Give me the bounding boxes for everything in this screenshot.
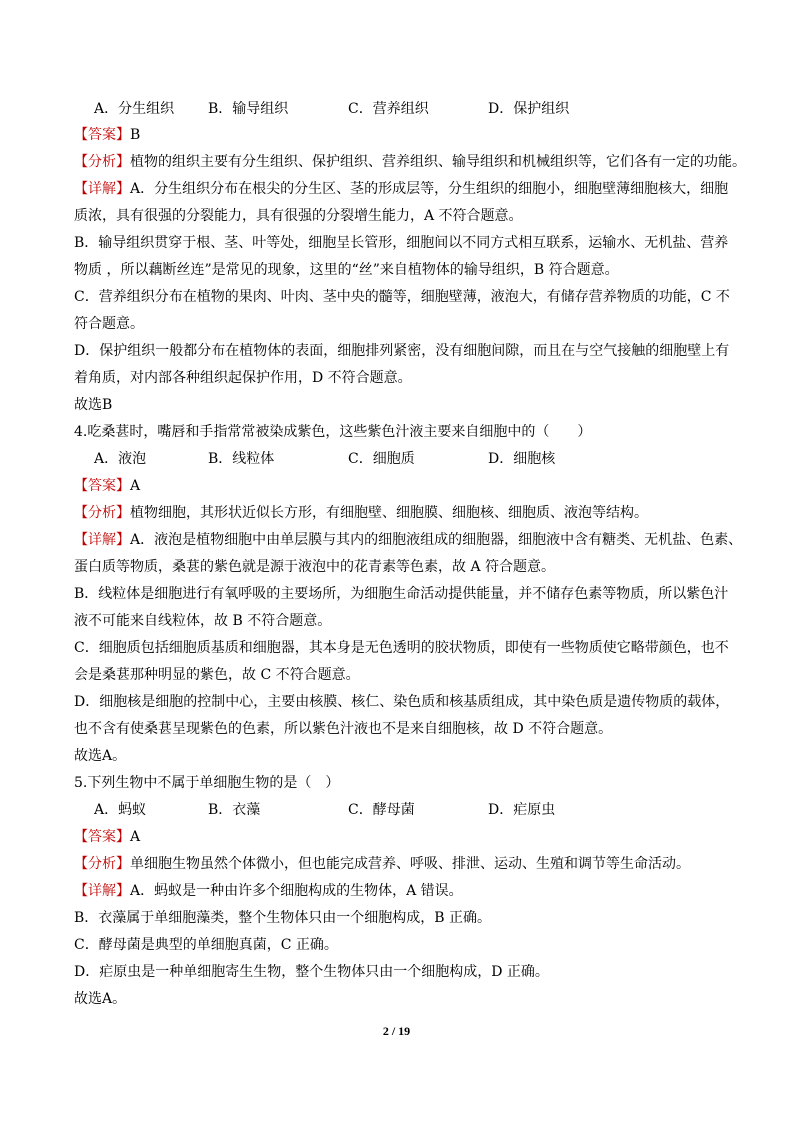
q4-detail-line xyxy=(74,530,743,550)
q4-option-a: A．液泡 xyxy=(94,451,147,467)
q4-option-c: C．细胞质 xyxy=(348,451,415,467)
analysis-tag: 【分析】 xyxy=(74,856,130,872)
q5-detail-line: D．疟原虫是一种单细胞寄生生物，整个生物体只由一个细胞构成，D 正确。 xyxy=(74,964,549,980)
q5-stem: 5.下列生物中不属于单细胞生物的是（ ） xyxy=(74,775,340,791)
q3-detail-line xyxy=(74,179,734,199)
q3-option-d: D．保护组织 xyxy=(488,101,570,117)
q4-stem: 4.吃桑葚时，嘴唇和手指常常被染成紫色，这些紫色汁液主要来自细胞中的（ ） xyxy=(74,424,592,440)
q4-option-b: B．线粒体 xyxy=(208,451,275,467)
q5-detail-line: C．酵母菌是典型的单细胞真菌，C 正确。 xyxy=(74,937,338,953)
q3-conclusion: 故选B xyxy=(74,397,113,413)
q4-detail-line: 会是桑葚那种明显的紫色，故 C 不符合题意。 xyxy=(74,667,360,683)
answer-value: A xyxy=(130,829,141,845)
answer-tag: 【答案】 xyxy=(74,478,130,494)
q5-conclusion: 故选A。 xyxy=(74,991,127,1007)
detail-tag: 【详解】 xyxy=(74,181,130,197)
q5-detail-line xyxy=(74,881,734,901)
q4-answer xyxy=(74,476,734,496)
answer-value: B xyxy=(130,127,141,143)
q5-detail-line: B．衣藻属于单细胞藻类，整个生物体只由一个细胞构成，B 正确。 xyxy=(74,910,492,926)
analysis-text: 单细胞生物虽然个体微小，但也能完成营养、呼吸、排泄、运动、生殖和调节等生命活动。 xyxy=(130,856,690,872)
q4-conclusion: 故选A。 xyxy=(74,748,127,764)
q4-detail-line: 液不可能来自线粒体，故 B 不符合题意。 xyxy=(74,613,332,629)
analysis-tag: 【分析】 xyxy=(74,505,130,521)
answer-tag: 【答案】 xyxy=(74,829,130,845)
analysis-text: 植物的组织主要有分生组织、保护组织、营养组织、输导组织和机械组织等，它们各有一定的功能。 xyxy=(130,154,746,170)
q5-option-d: D．疟原虫 xyxy=(488,802,556,818)
answer-tag: 【答案】 xyxy=(74,127,130,143)
detail-text: A．液泡是植物细胞中由单层膜与其内的细胞液组成的细胞器，细胞液中含有糖类、无机盐、色素、 xyxy=(130,532,743,548)
q4-detail-line: 蛋白质等物质，桑葚的紫色就是源于液泡中的花青素等色素，故 A 符合题意。 xyxy=(74,559,556,575)
q3-detail-line: 质浓，具有很强的分裂能力，具有很强的分裂增生能力，A 不符合题意。 xyxy=(74,208,523,224)
analysis-tag: 【分析】 xyxy=(74,154,130,170)
q3-answer xyxy=(74,125,734,145)
q3-detail-line: B．输导组织贯穿于根、茎、叶等处，细胞呈长管形，细胞间以不同方式相互联系，运输水、无机盐、营养 xyxy=(74,235,729,251)
q3-detail-line: 符合题意。 xyxy=(74,316,144,332)
q5-option-b: B．衣藻 xyxy=(208,802,261,818)
q3-option-a: A．分生组织 xyxy=(94,101,175,117)
q5-analysis xyxy=(74,854,734,874)
q3-detail-line: 物质 ，所以藕断丝连”是常见的现象，这里的“丝”来自植物体的输导组织，B 符合题意。 xyxy=(74,262,619,278)
detail-text: A．分生组织分布在根尖的分生区、茎的形成层等，分生组织的细胞小，细胞壁薄细胞核大，细胞 xyxy=(130,181,729,197)
detail-tag: 【详解】 xyxy=(74,883,130,899)
answer-value: A xyxy=(130,478,141,494)
q3-option-b: B．输导组织 xyxy=(208,101,289,117)
q3-detail-line: C．营养组织分布在植物的果肉、叶肉、茎中央的髓等，细胞壁薄，液泡大，有储存营养物质的功能，C 不 xyxy=(74,289,730,305)
q3-analysis xyxy=(74,152,746,172)
detail-text: A．蚂蚁是一种由许多个细胞构成的生物体，A 错误。 xyxy=(130,883,463,899)
q4-option-d: D．细胞核 xyxy=(488,451,556,467)
analysis-text: 植物细胞，其形状近似长方形，有细胞壁、细胞膜、细胞核、细胞质、液泡等结构。 xyxy=(130,505,648,521)
q5-answer xyxy=(74,827,734,847)
q4-detail-line: 也不含有使桑葚呈现紫色的色素，所以紫色汁液也不是来自细胞核，故 D 不符合题意。 xyxy=(74,721,613,737)
page-number: 2 / 19 xyxy=(382,1024,411,1038)
q3-detail-line: 着角质，对内部各种组织起保护作用，D 不符合题意。 xyxy=(74,370,412,386)
q4-analysis xyxy=(74,503,734,523)
q4-detail-line: B．线粒体是细胞进行有氧呼吸的主要场所，为细胞生命活动提供能量，并不储存色素等物质，所以紫色汁 xyxy=(74,586,729,602)
q4-detail-line: C．细胞质包括细胞质基质和细胞器，其本身是无色透明的胶状物质，即使有一些物质使它略带颜色，也不 xyxy=(74,640,729,656)
q5-option-c: C．酵母菌 xyxy=(348,802,415,818)
q3-option-c: C．营养组织 xyxy=(348,101,429,117)
q4-detail-line: D．细胞核是细胞的控制中心，主要由核膜、核仁、染色质和核基质组成，其中染色质是遗传物质的载体， xyxy=(74,694,730,710)
detail-tag: 【详解】 xyxy=(74,532,130,548)
q5-option-a: A．蚂蚁 xyxy=(94,802,147,818)
q3-detail-line: D．保护组织一般都分布在植物体的表面，细胞排列紧密，没有细胞间隙，而且在与空气接触的细胞壁上有 xyxy=(74,343,730,359)
